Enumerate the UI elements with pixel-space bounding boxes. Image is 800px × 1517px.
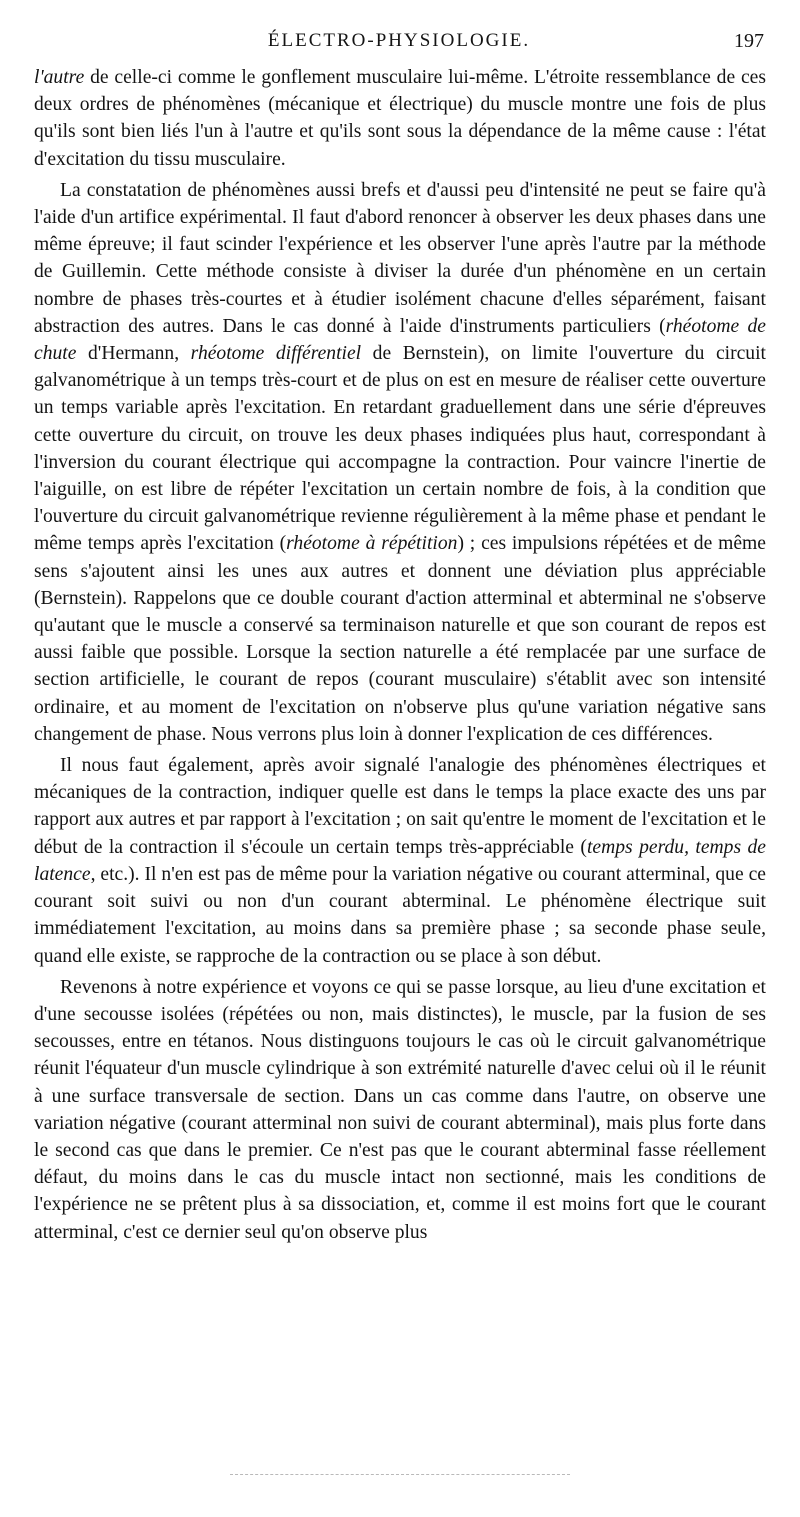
text-run: Il nous faut également, après avoir signalé l'analogie des phénomènes électriques et mécaniques de la contraction, indiquer quelle est dans le temps la place exacte des uns par rapport aux autres et par rapport à l'excitation ; on sait qu'entre le moment de l'excitation et le début de la contraction il s'écoule un certain temps très-appréciable ( xyxy=(34,755,766,858)
text-run: de celle-ci comme le gonflement musculaire lui-même. L'étroite ressemblance de ces deux ordres de phénomènes (mécanique et électrique) du muscle montre une fois de plus qu'ils sont bien liés l'un à l'autre et qu'ils sont sous la dépendance de la même cause : l'état d'excitation du tissu musculaire. xyxy=(34,67,766,170)
text-run: de Bernstein), on limite l'ouverture du circuit galvanométrique à un temps très-court et de plus on est en mesure de réaliser cette ouverture un temps variable après l'excitation. En retardant graduellement dans une série d'épreuves cette ouverture du circuit, on trouve les deux phases indiquées plus haut, correspondant à l'inversion du courant électrique qui accompagne la contraction. Pour vaincre l'inertie de l'aiguille, on est libre de répéter l'excitation un certain nombre de fois, à la condition que l'ouverture du circuit galvanométrique revienne régulièrement à la même phase et pendant le même temps après l'excitation ( xyxy=(34,343,766,555)
text-run: temps perdu, temps de latence xyxy=(34,836,767,885)
paragraph-continued xyxy=(34,64,766,173)
paragraph xyxy=(34,752,766,970)
text-run: d'Hermann, xyxy=(76,343,191,365)
text-run: , etc.). Il n'en est pas de même pour la variation négative ou courant atterminal, que ce courant soit suivi ou non d'un courant abterminal. Le phénomène électrique suit immédiatement l'excitation, au moins dans sa première phase ; sa seconde phase seule, quand elle existe, se rapproche de la contraction ou se place à son début. xyxy=(34,863,766,967)
text-run: rhéotome à répétition xyxy=(286,533,458,555)
running-header xyxy=(34,30,764,60)
text-run: rhéotome différentiel xyxy=(190,343,362,365)
text-run: Revenons à notre expérience et voyons ce qui se passe lorsque, au lieu d'une excitation et d'une secousse isolées (répétées ou non, mais distinctes), le muscle, par la fusion de ses secousses, entre en tétanos. Nous distinguons toujours le cas où le circuit galvanométrique réunit l'équateur d'un muscle cylindrique à son extrémité naturelle d'avec celui où il le réunit à une surface transversale de section. Dans un cas comme dans l'autre, on observe une variation négative (courant atterminal non suivi de courant abterminal), mais plus forte dans le second cas que dans le premier. Ce n'est pas que le courant abterminal fasse réellement défaut, du moins dans le cas du muscle intact non sectionné, mais les conditions de l'expérience ne se prêtent plus à sa dissociation, et, comme il est moins fort que le courant atterminal, c'est ce dernier seul qu'on observe plus xyxy=(34,976,766,1243)
text-run: ) ; ces impulsions répétées et de même sens s'ajoutent ainsi les unes aux autres et donnent une déviation plus appréciable (Bernstein). Rappelons que ce double courant d'action atterminal et abterminal ne s'observe qu'autant que le muscle a conservé sa terminaison naturelle et que son courant de repos est aussi faible que possible. Lorsque la section naturelle a été remplacée par une surface de section artificielle, le courant de repos (courant musculaire) s'établit avec son intensité ordinaire, et au moment de l'excitation on n'observe plus qu'une variation négative sans changement de phase. Nous verrons plus loin à donner l'explication de ces différences. xyxy=(34,533,766,745)
paragraph xyxy=(34,974,766,1246)
text-run: La constatation de phénomènes aussi brefs et d'aussi peu d'intensité ne peut se faire qu'à l'aide d'un artifice expérimental. Il faut d'abord renoncer à observer les deux phases dans une même épreuve; il faut scinder l'expérience et les observer l'une après l'autre par la méthode de Guillemin. Cette méthode consiste à diviser la durée d'un phénomène en un certain nombre de phases très-courtes et à étudier isolément chacune d'elles séparément, faisant abstraction des autres. Dans le cas donné à l'aide d'instruments particuliers ( xyxy=(34,179,766,337)
running-title: ÉLECTRO-PHYSIOLOGIE. xyxy=(267,30,531,51)
footer-rule xyxy=(230,1474,570,1475)
text-run: rhéotome de chute xyxy=(34,315,766,365)
body-text xyxy=(34,64,766,1246)
text-run: l'autre xyxy=(34,67,85,88)
page-number: 197 xyxy=(734,30,764,52)
paragraph xyxy=(34,177,766,748)
